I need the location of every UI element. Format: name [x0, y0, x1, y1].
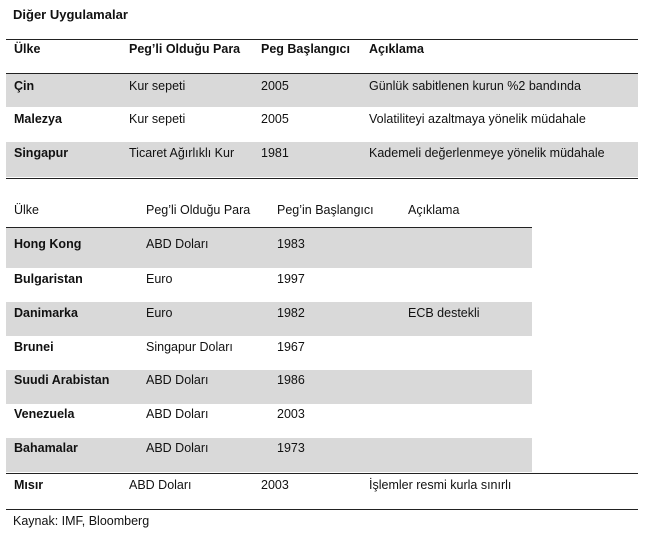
currency-cell: ABD Doları — [146, 373, 209, 387]
table2-row — [6, 336, 532, 370]
start-cell: 2005 — [261, 79, 289, 93]
table2-header-country: Ülke — [14, 203, 40, 217]
start-cell: 2003 — [261, 478, 289, 492]
start-cell: 2005 — [261, 112, 289, 126]
start-cell: 2003 — [277, 407, 305, 421]
country-cell: Suudi Arabistan — [14, 373, 110, 387]
currency-cell: Singapur Doları — [146, 340, 233, 354]
note-cell: ECB destekli — [408, 306, 480, 320]
note-cell: İşlemler resmi kurla sınırlı — [369, 478, 512, 492]
country-cell: Venezuela — [14, 407, 75, 421]
country-cell: Malezya — [14, 112, 62, 126]
table2-header-start: Peg’in Başlangıcı — [277, 203, 374, 217]
table1-row — [6, 108, 638, 141]
source-note: Kaynak: IMF, Bloomberg — [13, 514, 150, 528]
table1-top-rule — [6, 39, 638, 40]
currency-cell: ABD Doları — [146, 407, 209, 421]
table1-row — [6, 142, 638, 177]
table2-header-note: Açıklama — [408, 203, 460, 217]
table2-bottom-rule — [6, 509, 638, 510]
currency-cell: ABD Doları — [146, 441, 209, 455]
currency-cell: Euro — [146, 306, 173, 320]
start-cell: 1997 — [277, 272, 305, 286]
table2-row — [6, 438, 532, 472]
table1-bottom-rule — [6, 178, 638, 179]
currency-cell: ABD Doları — [146, 237, 209, 251]
page-title: Diğer Uygulamalar — [13, 7, 128, 22]
currency-cell: Kur sepeti — [129, 79, 186, 93]
start-cell: 1973 — [277, 441, 305, 455]
country-cell: Bahamalar — [14, 441, 78, 455]
table2-row — [6, 302, 532, 336]
note-cell: Kademeli değerlenmeye yönelik müdahale — [369, 146, 605, 160]
start-cell: 1982 — [277, 306, 305, 320]
table1-header-start: Peg Başlangıcı — [261, 42, 350, 56]
currency-cell: ABD Doları — [129, 478, 192, 492]
start-cell: 1983 — [277, 237, 305, 251]
table2-row — [6, 404, 532, 438]
country-cell: Mısır — [14, 478, 44, 492]
start-cell: 1967 — [277, 340, 305, 354]
currency-cell: Euro — [146, 272, 173, 286]
table2-row — [6, 268, 532, 302]
start-cell: 1981 — [261, 146, 289, 160]
table1-header-note: Açıklama — [369, 42, 424, 56]
country-cell: Brunei — [14, 340, 54, 354]
table2-row — [6, 228, 532, 268]
table2-row — [6, 370, 532, 404]
country-cell: Bulgaristan — [14, 272, 83, 286]
note-cell: Volatiliteyi azaltmaya yönelik müdahale — [369, 112, 586, 126]
table2-header-currency: Peg’li Olduğu Para — [146, 203, 251, 217]
table1-row — [6, 74, 638, 107]
country-cell: Hong Kong — [14, 237, 82, 251]
currency-cell: Kur sepeti — [129, 112, 186, 126]
country-cell: Singapur — [14, 146, 69, 160]
start-cell: 1986 — [277, 373, 305, 387]
table2-extra-rule — [6, 473, 638, 474]
table1-header-country: Ülke — [14, 42, 41, 56]
country-cell: Danimarka — [14, 306, 78, 320]
country-cell: Çin — [14, 79, 35, 93]
table1-header-currency: Peg’li Olduğu Para — [129, 42, 241, 56]
note-cell: Günlük sabitlenen kurun %2 bandında — [369, 79, 581, 93]
currency-cell: Ticaret Ağırlıklı Kur — [129, 146, 235, 160]
